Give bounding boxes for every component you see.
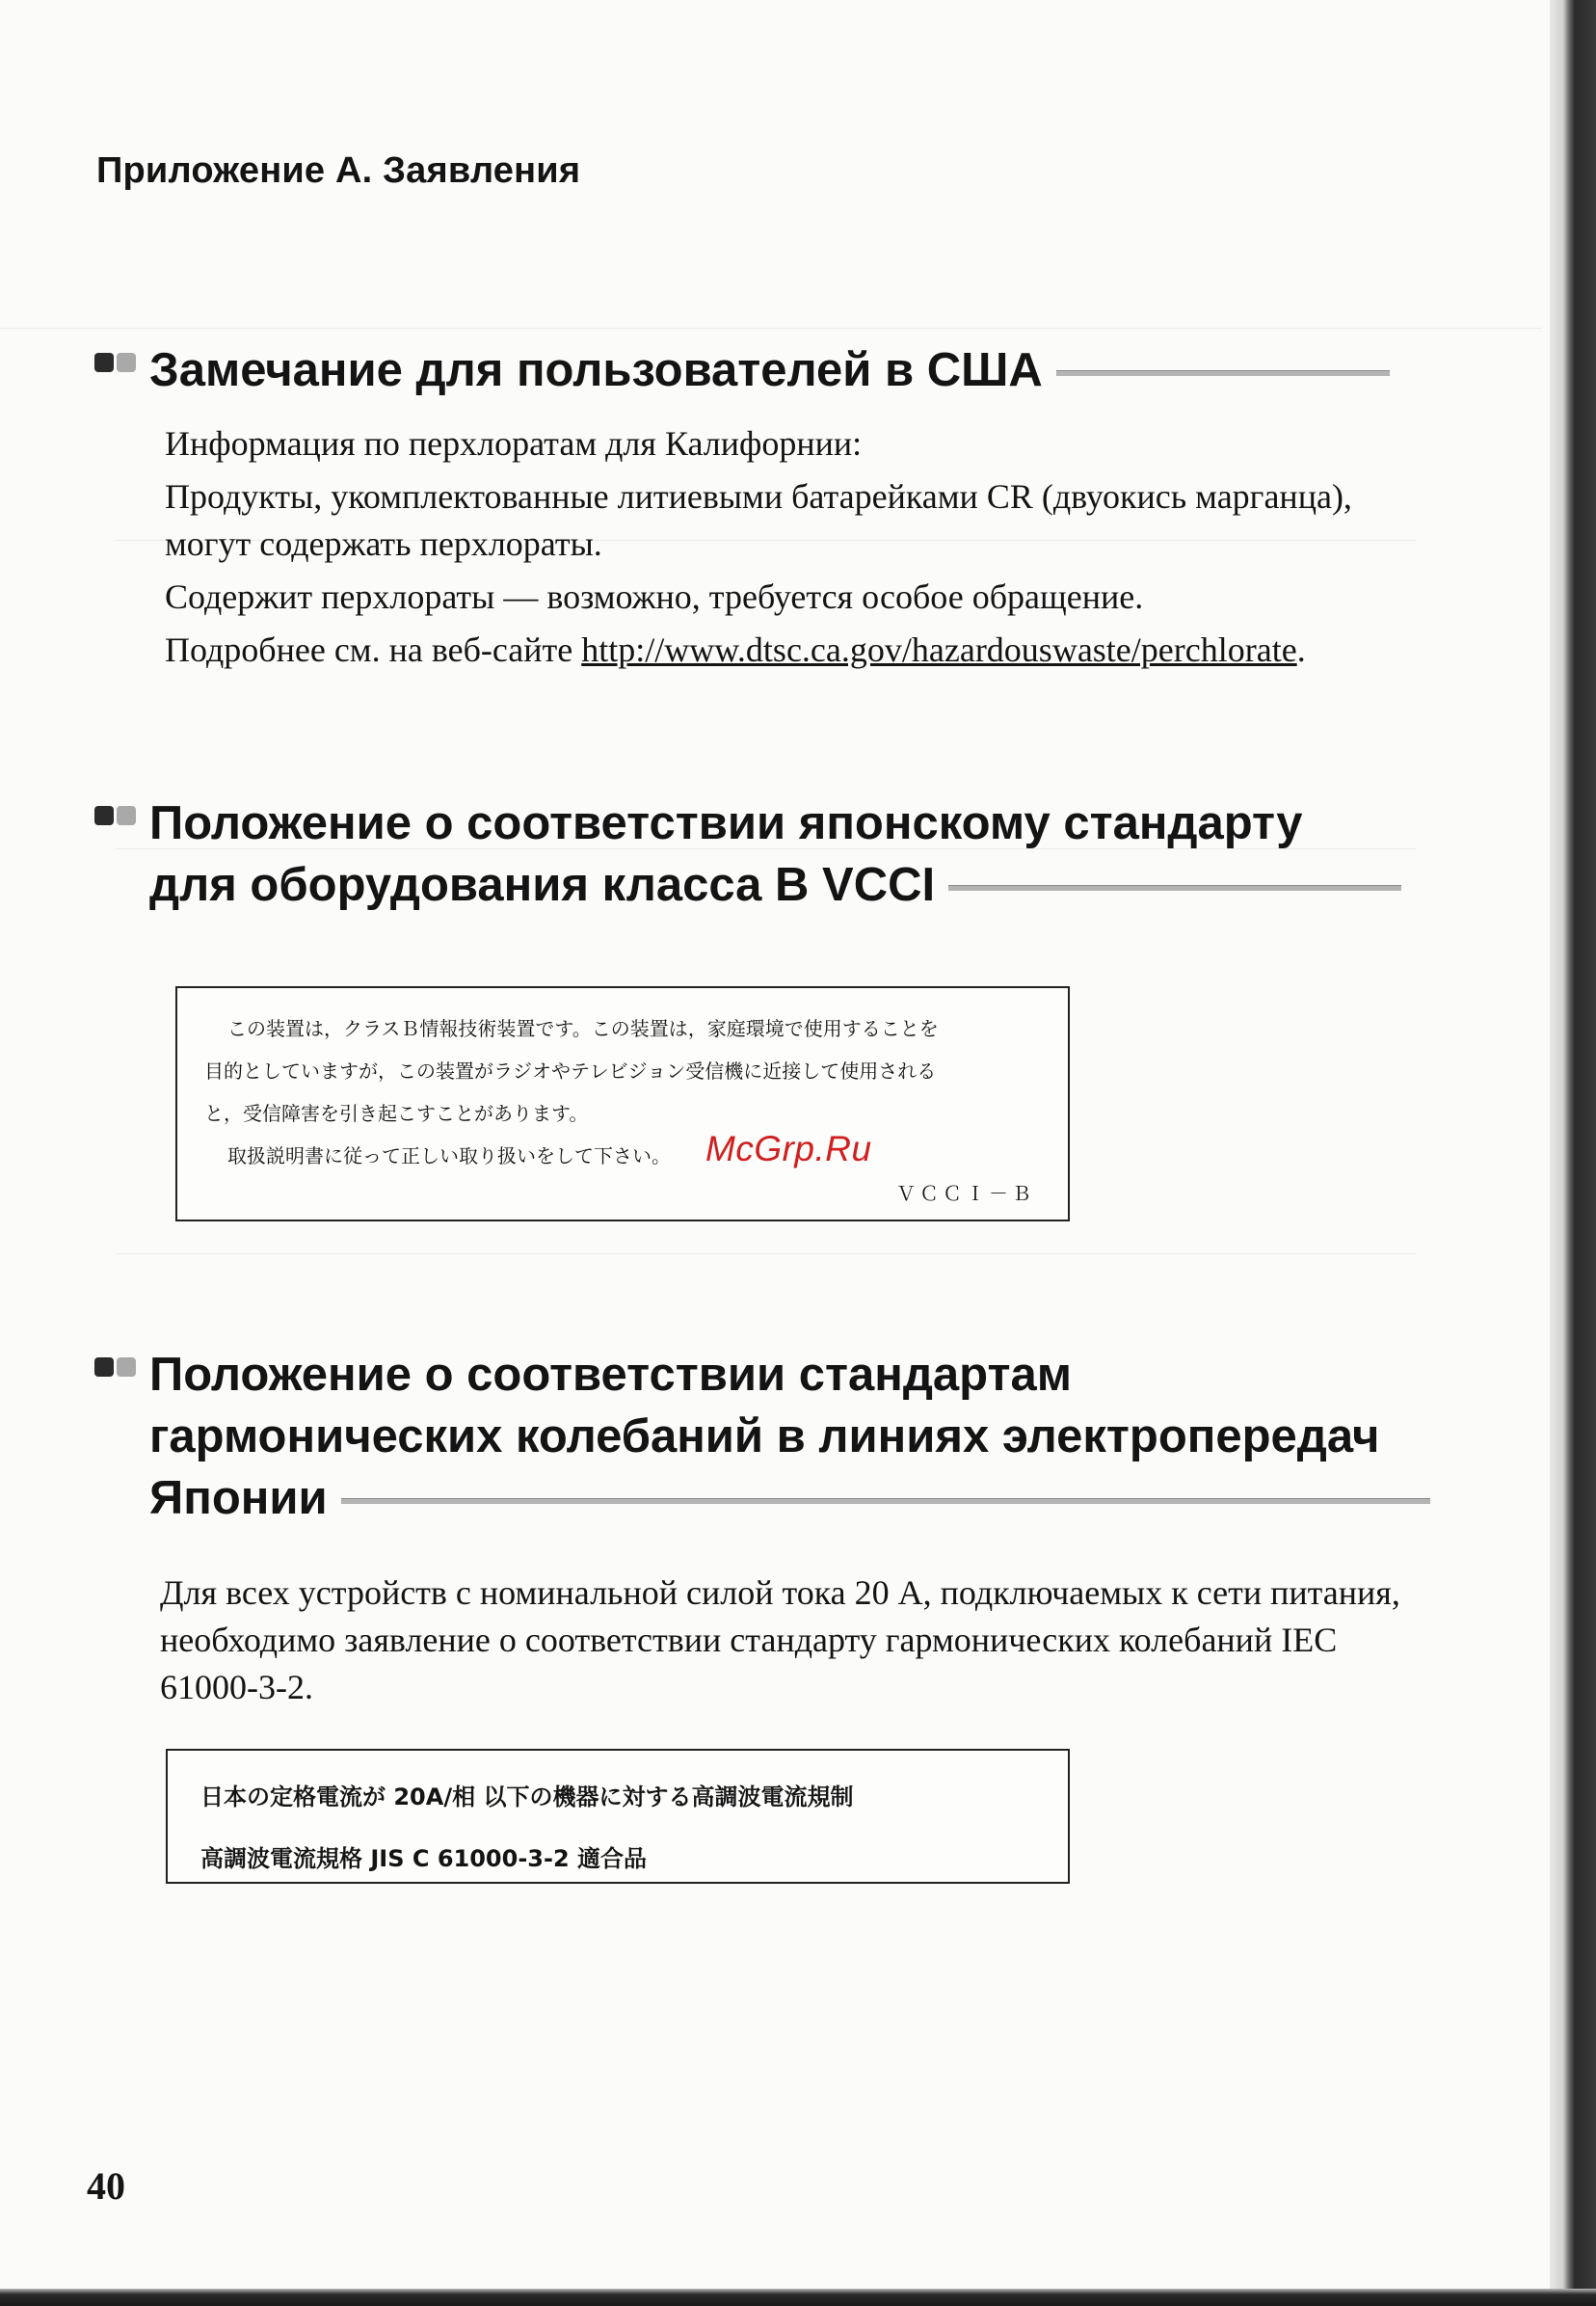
heading-rule [948, 885, 1401, 891]
paragraph-website: Подробнее см. на веб-сайте http://www.dtsc.ca.gov/hazardouswaste/perchlorate. [165, 630, 1306, 669]
perchlorate-link[interactable]: http://www.dtsc.ca.gov/hazardouswaste/perchlorate [581, 630, 1297, 669]
page-number: 40 [87, 2164, 125, 2208]
paragraph: Продукты, укомплектованные литиевыми батарейками CR (двуокись марганца), могут содержать перхлораты. [165, 477, 1352, 563]
vcci-notice-box [175, 986, 1070, 1221]
paragraph: Для всех устройств с номинальной силой тока 20 А, подключаемых к сети питания, необходимо заявление о соответствии стандарту гармонических колебаний IEC 61000-3-2. [160, 1573, 1400, 1706]
page-binding-edge [1550, 0, 1596, 2306]
vcci-notice-text: この装置は，クラスＢ情報技術装置です。この装置は，家庭環境で使用することを 目的としていますが，この装置がラジオやテレビジョン受信機に近接して使用される と，受信障害を引き起こすことがあります。 取扱説明書に従って正しい取り扱いをして下さい。 [204, 1017, 939, 1167]
harmonics-notice-text: 日本の定格電流が 20A/相 以下の機器に対する高調波電流規制 高調波電流規格 JIS C 61000-3-2 適合品 [200, 1783, 854, 1872]
heading-bullet-icon [94, 806, 136, 825]
link-prefix: Подробнее см. на веб-сайте [165, 630, 582, 669]
page-bottom-edge [0, 2289, 1596, 2306]
bleed-through [116, 1253, 1417, 1254]
watermark: McGrp.Ru [705, 1129, 872, 1168]
heading-rule [1056, 370, 1390, 376]
section-title-line3: Японии [149, 1472, 328, 1524]
section-body [160, 1569, 1403, 1711]
section-title-line2: для оборудования класса B VCCI [149, 859, 936, 911]
section-title-line1: Положение о соответствии стандартам [149, 1349, 1072, 1401]
section-heading [94, 792, 1453, 916]
chapter-title: Приложение А. Заявления [96, 150, 581, 191]
bleed-through [0, 328, 1542, 329]
heading-bullet-icon [94, 353, 136, 372]
section-heading [94, 339, 1453, 401]
paragraph: Содержит перхлораты — возможно, требуется особое обращение. [165, 577, 1144, 616]
section-title: Замечание для пользователей в США [149, 344, 1043, 396]
harmonics-notice-box [166, 1749, 1070, 1884]
section-title-line2: гармонических колебаний в линиях электропередач [149, 1410, 1380, 1462]
section-body [165, 420, 1456, 674]
section-heading [94, 1344, 1453, 1529]
section-title-line1: Положение о соответствии японскому стандарту [149, 797, 1303, 849]
vcci-code: ＶＣＣＩ－Ｂ [896, 1182, 1035, 1205]
section-vcci [94, 792, 1453, 916]
section-us-notice [94, 339, 1453, 674]
heading-rule [341, 1498, 1430, 1504]
paragraph: Информация по перхлоратам для Калифорнии: [165, 424, 863, 463]
section-harmonics [94, 1344, 1453, 1711]
heading-bullet-icon [94, 1357, 136, 1377]
